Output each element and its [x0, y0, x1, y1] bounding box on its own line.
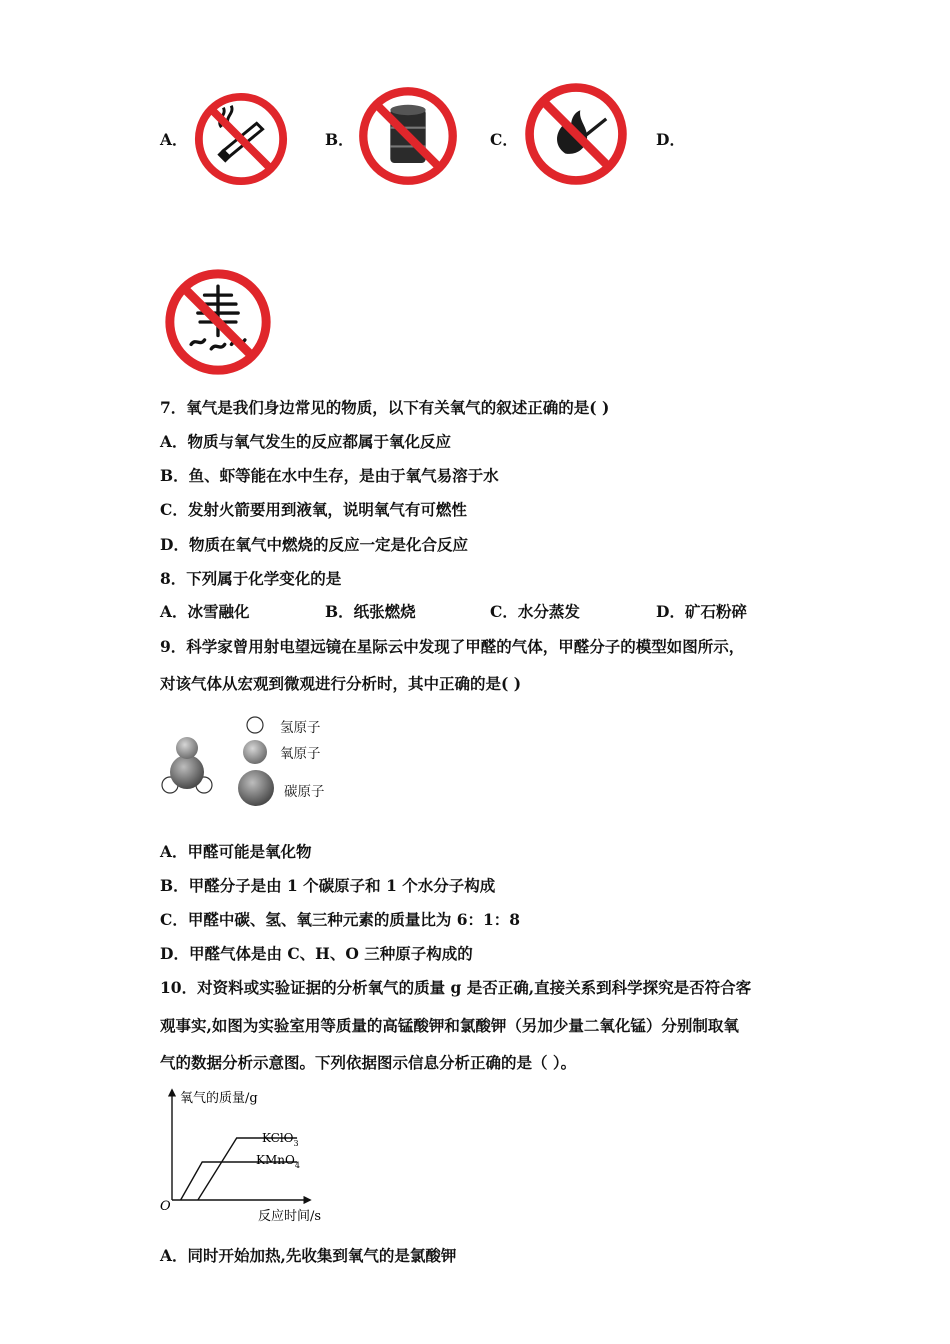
- q9-option-d: D．甲醛气体是由 C、H、O 三种原子构成的: [160, 944, 473, 963]
- series-line-kclo3: [198, 1138, 297, 1200]
- q8-option-a: A．冰雪融化: [160, 602, 250, 621]
- carbon-legend-icon: [238, 770, 274, 806]
- q9-stem-line1: 9．科学家曾用射电望远镜在星际云中发现了甲醛的气体，甲醛分子的模型如图所示，: [160, 637, 745, 656]
- x-axis-label: 反应时间/s: [258, 1209, 322, 1224]
- q7-option-d: D．物质在氧气中燃烧的反应一定是化合反应: [160, 535, 468, 554]
- series-label-kmno4: KMnO$_4$: [256, 1153, 300, 1170]
- q10-stem-line3: 气的数据分析示意图。下列依据图示信息分析正确的是（ ）。: [160, 1053, 577, 1072]
- no-smoking-icon: [192, 90, 290, 188]
- y-axis-label: 氧气的质量/g: [180, 1091, 258, 1106]
- q7-option-a: A．物质与氧气发生的反应都属于氧化反应: [160, 432, 452, 451]
- oxygen-mass-chart: [150, 1082, 350, 1227]
- q9-option-a: A．甲醛可能是氧化物: [160, 842, 312, 861]
- q7-option-c: C．发射火箭要用到液氧，说明氧气有可燃性: [160, 500, 467, 519]
- legend-carbon-label: 碳原子: [284, 784, 325, 800]
- hydrogen-legend-icon: [247, 717, 263, 733]
- q10-stem-line1: 10．对资料或实验证据的分析氧气的质量 g 是否正确,直接关系到科学探究是否符合客: [160, 978, 752, 997]
- q8-option-b: B．纸张燃烧: [325, 602, 416, 621]
- q9-option-c: C．甲醛中碳、氢、氧三种元素的质量比为 6：1：8: [160, 910, 521, 929]
- q8-option-d: D．矿石粉碎: [656, 602, 747, 621]
- oxygen-legend-icon: [243, 740, 267, 764]
- q7-option-b: B．鱼、虾等能在水中生存，是由于氧气易溶于水: [160, 466, 499, 485]
- legend-oxygen-label: 氧原子: [280, 746, 321, 762]
- q9-option-b: B．甲醛分子是由 1 个碳原子和 1 个水分子构成: [160, 876, 496, 895]
- q10-option-a: A．同时开始加热,先收集到氧气的是氯酸钾: [160, 1246, 457, 1265]
- no-fireworks-icon: [162, 266, 274, 378]
- q8-option-c: C．水分蒸发: [490, 602, 580, 621]
- q9-stem-line2: 对该气体从宏观到微观进行分析时，其中正确的是( ): [160, 674, 522, 693]
- series-line-kmno4: [181, 1162, 297, 1200]
- q7-stem: 7．氧气是我们身边常见的物质，以下有关氧气的叙述正确的是( ): [160, 398, 610, 417]
- no-oil-drum-icon: [356, 84, 460, 188]
- molecule-model: [162, 737, 212, 793]
- legend-hydrogen-label: 氢原子: [280, 720, 321, 736]
- option-a-label: A．: [160, 130, 188, 149]
- origin-label: O: [160, 1199, 171, 1214]
- no-open-flame-icon: [522, 80, 630, 188]
- option-b-label: B．: [325, 130, 354, 149]
- option-d-label: D．: [656, 130, 685, 149]
- option-c-label: C．: [490, 130, 518, 149]
- q8-stem: 8．下列属于化学变化的是: [160, 569, 342, 588]
- series-label-kclo3: KClO$_3$: [262, 1131, 299, 1148]
- q10-stem-line2: 观事实,如图为实验室用等质量的高锰酸钾和氯酸钾（另加少量二氧化锰）分别制取氧: [160, 1016, 739, 1035]
